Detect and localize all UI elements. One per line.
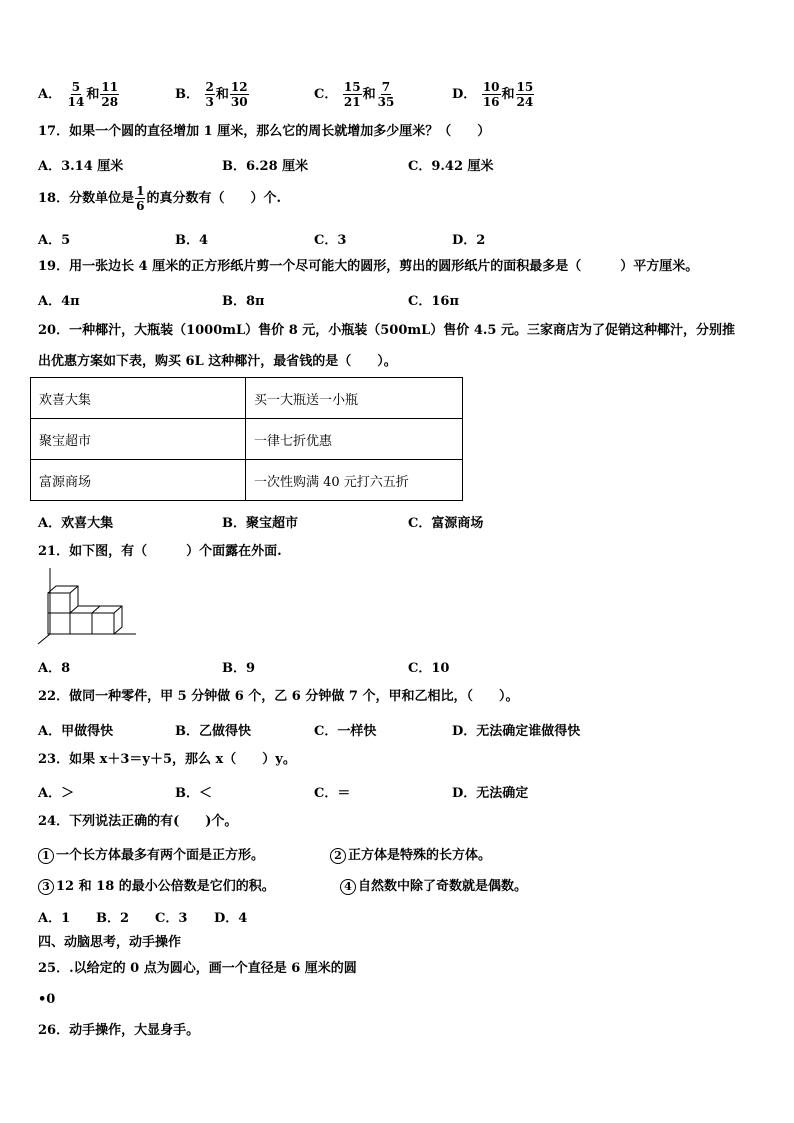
table-row: [31, 419, 463, 460]
q17-option-c: C．9.42 厘米: [408, 159, 494, 174]
q20-question-line2: 出优惠方案如下表，购买 6L 这种椰汁，最省钱的是（ ）。: [38, 354, 397, 369]
table-row: [31, 460, 463, 501]
table-cell-offer: 一次性购满 40 元打六五折: [246, 460, 463, 501]
q22-option-a: A．甲做得快: [38, 724, 114, 739]
q20-discount-table: [30, 377, 463, 501]
q21-question: 21．如下图，有（ ）个面露在外面.: [38, 544, 282, 559]
q19-question: 19．用一张边长 4 厘米的正方形纸片剪一个尽可能大的圆形，剪出的圆形纸片的面积最多是（ ）平方厘米。: [38, 259, 699, 274]
q16-option-d: D． $\frac{10}{16}$ 和 $\frac{15}{24}$: [452, 80, 534, 109]
table-row: [31, 378, 463, 419]
q24-option-a: A．1: [38, 911, 71, 926]
table-cell-offer: 买一大瓶送一小瓶: [246, 378, 463, 419]
circled-number-icon: 3: [38, 879, 54, 895]
q17-option-a: A．3.14 厘米: [38, 159, 124, 174]
q20-option-a: A．欢喜大集: [38, 516, 114, 531]
q18-question: 18．分数单位是 $\frac{1}{6}$ 的真分数有（ ）个.: [38, 184, 281, 213]
table-cell-store: 富源商场: [31, 460, 246, 501]
q18-option-d: D．2: [452, 233, 486, 248]
q24-statement-2: 2 正方体是特殊的长方体。: [330, 844, 491, 864]
table-cell-store: 聚宝超市: [31, 419, 246, 460]
circled-number-icon: 2: [330, 848, 346, 864]
q25-question: 25．.以给定的 0 点为圆心，画一个直径是 6 厘米的圆: [38, 961, 357, 976]
q22-question: 22．做同一种零件，甲 5 分钟做 6 个，乙 6 分钟做 7 个，甲和乙相比，（ ）。: [38, 689, 519, 704]
circled-number-icon: 1: [38, 848, 54, 864]
q21-option-c: C．10: [408, 661, 450, 676]
q21-option-b: B．9: [222, 661, 256, 676]
q23-option-c: C．＝: [314, 786, 351, 801]
q17-option-b: B．6.28 厘米: [222, 159, 309, 174]
q17-question: 17．如果一个圆的直径增加 1 厘米，那么它的周长就增加多少厘米？（ ）: [38, 124, 491, 139]
q21-option-a: A．8: [38, 661, 71, 676]
q18-option-b: B．4: [175, 233, 209, 248]
circled-number-icon: 4: [340, 879, 356, 895]
q21-cube-figure: [36, 566, 140, 646]
q24-statement-1: 1 一个长方体最多有两个面是正方形。: [38, 844, 264, 864]
q23-option-d: D．无法确定: [452, 786, 529, 801]
q24-option-b: B．2: [96, 911, 130, 926]
q24-statement-3: 3 12 和 18 的最小公倍数是它们的积。: [38, 875, 275, 895]
q19-option-a: A．4π: [38, 294, 80, 309]
q24-option-d: D．4: [214, 911, 248, 926]
q16-option-a: A． $\frac{5}{14}$ 和 $\frac{11}{28}$: [38, 80, 119, 109]
q23-question: 23．如果 x＋3＝y＋5，那么 x（ ）y。: [38, 752, 296, 767]
q24-question: 24．下列说法正确的有( )个。: [38, 814, 238, 829]
q20-option-c: C．富源商场: [408, 516, 484, 531]
q16-option-b: B． $\frac{2}{3}$ 和 $\frac{12}{30}$: [175, 80, 248, 109]
q19-option-c: C．16π: [408, 294, 459, 309]
table-cell-store: 欢喜大集: [31, 378, 246, 419]
q20-question-line1: 20．一种椰汁，大瓶装（1000mL）售价 8 元，小瓶装（500mL）售价 4.5 元。三家商店为了促销这种椰汁，分别推: [38, 323, 735, 338]
q22-option-c: C．一样快: [314, 724, 377, 739]
q24-option-c: C．3: [155, 911, 188, 926]
q22-option-b: B．乙做得快: [175, 724, 251, 739]
q25-center-point: •0: [38, 992, 56, 1007]
q18-option-a: A．5: [38, 233, 71, 248]
q18-option-c: C．3: [314, 233, 347, 248]
section-heading: 四、动脑思考，动手操作: [38, 935, 182, 950]
q23-option-b: B．＜: [175, 786, 212, 801]
q16-option-c: C． $\frac{15}{21}$ 和 $\frac{7}{35}$: [314, 80, 395, 109]
q26-question: 26．动手操作，大显身手。: [38, 1023, 200, 1038]
q23-option-a: A．＞: [38, 786, 75, 801]
q20-option-b: B．聚宝超市: [222, 516, 298, 531]
q22-option-d: D．无法确定谁做得快: [452, 724, 581, 739]
table-cell-offer: 一律七折优惠: [246, 419, 463, 460]
q24-statement-4: 4 自然数中除了奇数就是偶数。: [340, 875, 527, 895]
q19-option-b: B．8π: [222, 294, 265, 309]
